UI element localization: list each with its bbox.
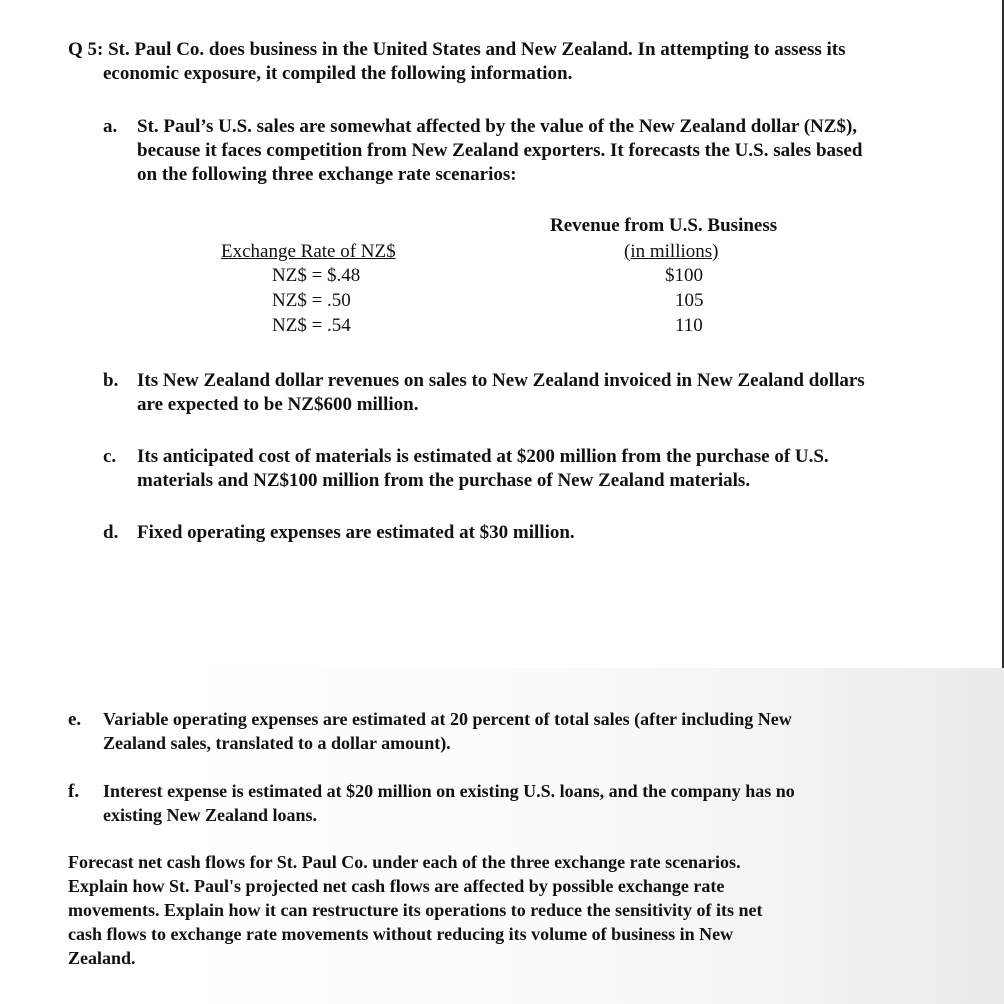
- item-e-line-2: Zealand sales, translated to a dollar amount).: [103, 733, 451, 753]
- table-col2-header-line-2: (in millions): [624, 241, 719, 262]
- question-label: Q 5:: [68, 39, 104, 60]
- closing-line-5: Zealand.: [68, 948, 136, 968]
- closing-line-3: movements. Explain how it can restructure its operations to reduce the sensitivity of its net: [68, 900, 763, 920]
- table-revenue-row-1: $100: [665, 265, 703, 286]
- table-revenue-row-3: 110: [675, 315, 703, 336]
- item-f-label: f.: [68, 781, 80, 802]
- question-line-2: economic exposure, it compiled the following information.: [103, 63, 573, 84]
- item-b-line-1: Its New Zealand dollar revenues on sales to New Zealand invoiced in New Zealand dollars: [137, 370, 865, 391]
- item-b-line-2: are expected to be NZ$600 million.: [137, 394, 419, 415]
- item-d-label: d.: [103, 522, 119, 543]
- item-a-line-2: because it faces competition from New Zealand exporters. It forecasts the U.S. sales based: [137, 140, 863, 161]
- closing-line-2: Explain how St. Paul's projected net cash flows are affected by possible exchange rate: [68, 876, 725, 896]
- table-rate-row-3: NZ$ = .54: [272, 315, 351, 336]
- table-rate-row-2: NZ$ = .50: [272, 290, 351, 311]
- item-c-label: c.: [103, 446, 117, 467]
- question-heading: [68, 37, 846, 62]
- item-c-line-2: materials and NZ$100 million from the purchase of New Zealand materials.: [137, 470, 751, 491]
- item-a-line-3: on the following three exchange rate scenarios:: [137, 164, 517, 185]
- item-c-line-1: Its anticipated cost of materials is estimated at $200 million from the purchase of U.S.: [137, 446, 829, 467]
- item-b-label: b.: [103, 370, 119, 391]
- table-col2-header-line-1: Revenue from U.S. Business: [550, 215, 778, 236]
- item-f-line-2: existing New Zealand loans.: [103, 805, 318, 825]
- item-f-line-1: Interest expense is estimated at $20 million on existing U.S. loans, and the company has no: [103, 781, 795, 801]
- item-e-line-1: Variable operating expenses are estimated at 20 percent of total sales (after including New: [103, 709, 792, 729]
- table-rate-row-1: NZ$ = $.48: [272, 265, 361, 286]
- closing-line-4: cash flows to exchange rate movements without reducing its volume of business in New: [68, 924, 734, 944]
- item-d-line-1: Fixed operating expenses are estimated at $30 million.: [137, 522, 575, 543]
- table-revenue-row-2: 105: [675, 290, 704, 311]
- item-e-label: e.: [68, 709, 82, 730]
- table-col1-header: Exchange Rate of NZ$: [221, 241, 396, 262]
- question-line-1: St. Paul Co. does business in the United States and New Zealand. In attempting to assess its: [108, 39, 846, 60]
- item-a-line-1: St. Paul’s U.S. sales are somewhat affected by the value of the New Zealand dollar (NZ$),: [137, 116, 858, 137]
- item-a-label: a.: [103, 116, 118, 137]
- closing-line-1: Forecast net cash flows for St. Paul Co. under each of the three exchange rate scenarios.: [68, 852, 741, 872]
